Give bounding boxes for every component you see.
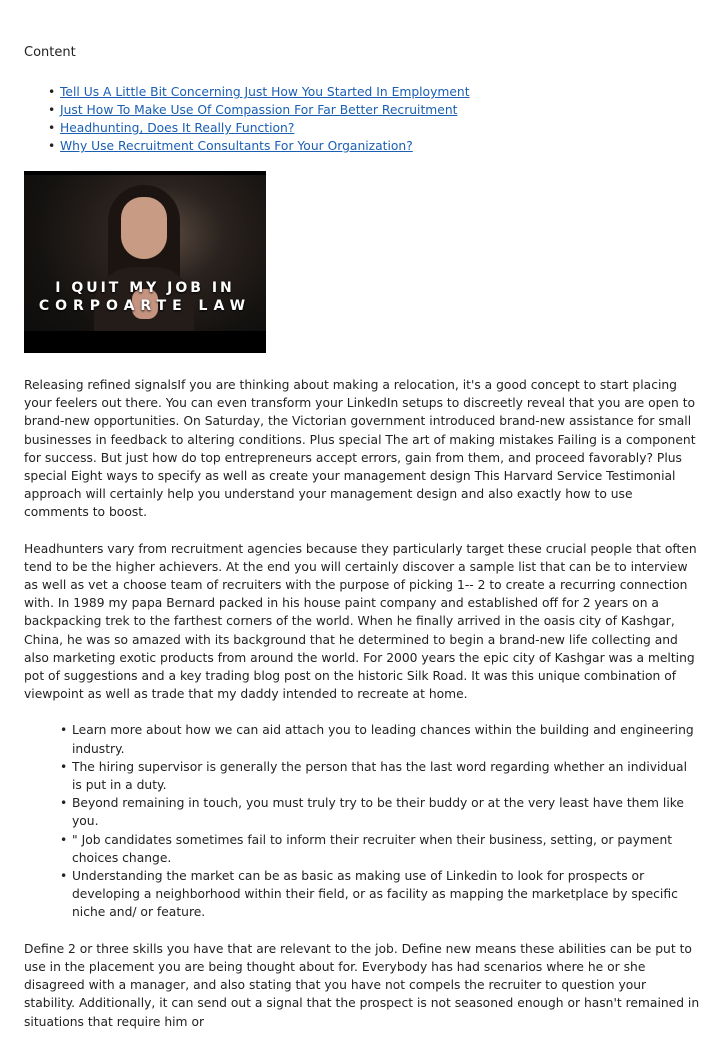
toc-item bbox=[60, 101, 700, 119]
table-of-contents bbox=[24, 83, 700, 155]
list-item: • The hiring supervisor is generally the person that has the last word regarding whether an individual is put in a duty. bbox=[72, 758, 700, 794]
document-page bbox=[24, 44, 700, 1049]
toc-item bbox=[60, 137, 700, 155]
list-item: • Beyond remaining in touch, you must truly try to be their buddy or at the very least have them like you. bbox=[72, 794, 700, 830]
toc-link-3[interactable]: Headhunting, Does It Really Function? bbox=[60, 121, 295, 135]
list-item: • " Job candidates sometimes fail to inform their recruiter when their business, setting, or payment choices change. bbox=[72, 831, 700, 867]
bullet-list bbox=[24, 721, 700, 921]
toc-item bbox=[60, 119, 700, 137]
toc-item bbox=[60, 83, 700, 101]
paragraph-1: Releasing refined signalsIf you are thinking about making a relocation, it's a good concept to start placing your feelers out there. You can even transform your LinkedIn setups to discreetly reveal that you are open to brand-new opportunities. On Saturday, the Victorian government introduced brand-new assistance for small businesses in feedback to altering conditions. Plus special The art of making mistakes Failing is a component for success. But just how do top entrepreneurs accept errors, gain from them, and proceed favorably? Plus special Eight ways to specify as well as create your management design This Harvard Service Testimonial approach will certainly help you understand your management design and also exactly how to use comments to boost. bbox=[24, 378, 696, 520]
person-face bbox=[121, 197, 167, 259]
paragraph-2: Headhunters vary from recruitment agencies because they particularly target these crucial people that often tend to be the higher achievers. At the end you will certainly discover a sample list that can be to interview as well as vet a choose team of recruiters with the purpose of picking 1-- 2 to create a recurring connection with. In 1989 my papa Bernard packed in his house paint company and established off for 2 years on a backpacking trek to the farthest corners of the world. When he finally arrived in the oasis city of Kashgar, China, he was so amazed with its background that he determined to begin a brand-new life collecting and also marketing exotic products from around the world. For 2000 years the epic city of Kashgar was a melting pot of suggestions and a key trading blog post on the historic Silk Road. It was this unique combination of viewpoint as well as trade that my daddy intended to recreate at home. bbox=[24, 541, 697, 702]
video-title-line-2: CORPOARTE LAW bbox=[38, 298, 252, 314]
letterbox-bottom bbox=[24, 331, 266, 353]
toc-link-2[interactable]: Just How To Make Use Of Compassion For Far Better Recruitment bbox=[60, 103, 458, 117]
toc-link-1[interactable]: Tell Us A Little Bit Concerning Just How You Started In Employment bbox=[60, 85, 470, 99]
toc-link-4[interactable]: Why Use Recruitment Consultants For Your Organization? bbox=[60, 139, 413, 153]
paragraph-3: Define 2 or three skills you have that are relevant to the job. Define new means these abilities can be put to use in the placement you are being thought about for. Everybody has had scenarios where he or she disagreed with a manager, and also stating that you have not compels the recruiter to question your stability. Additionally, it can send out a signal that the prospect is not seasoned enough or hasn't remained in situations that require him or bbox=[24, 941, 700, 1029]
video-thumbnail[interactable] bbox=[24, 171, 266, 353]
letterbox-top bbox=[24, 171, 266, 175]
list-item: • Learn more about how we can aid attach you to leading chances within the building and engineering industry. bbox=[72, 721, 700, 757]
list-item: • Understanding the market can be as basic as making use of Linkedin to look for prospects or developing a neighborhood within their field, or as facility as mapping the marketplace by specific niche and/ or feature. bbox=[72, 867, 700, 922]
video-title-line-1: I QUIT MY JOB IN bbox=[55, 280, 235, 296]
contents-heading: Content bbox=[24, 45, 76, 60]
